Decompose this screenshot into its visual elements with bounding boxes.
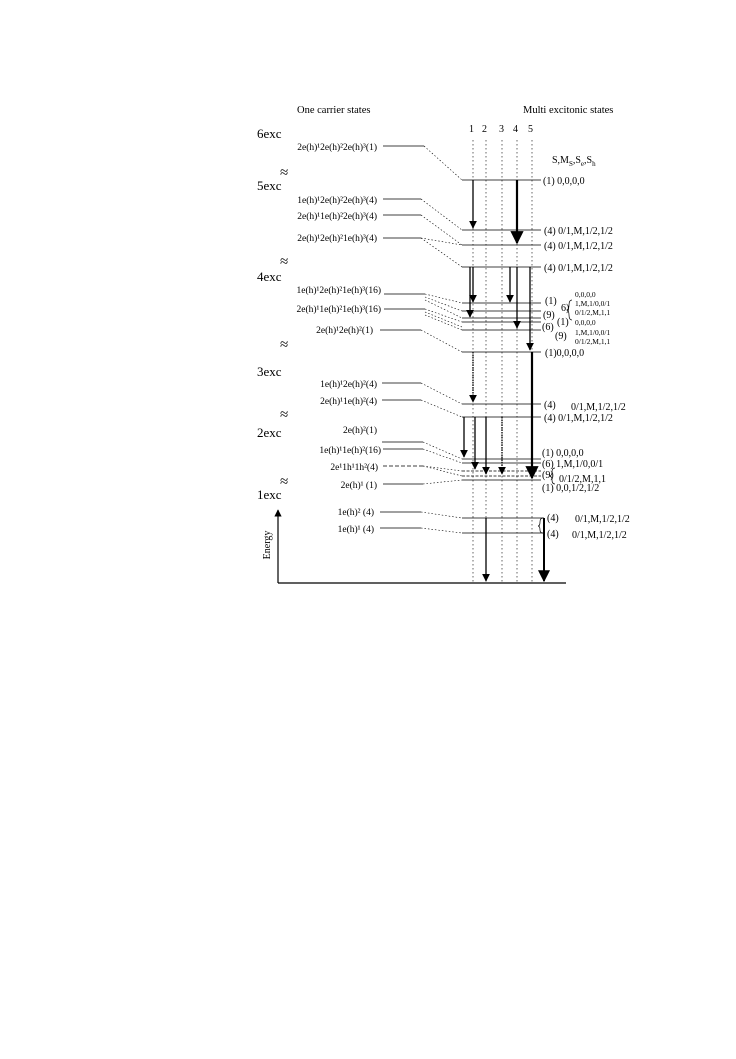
axis-break-1: ≈	[280, 165, 289, 181]
multi-excitonic-state-labels	[542, 176, 630, 541]
multi-excitonic-states-header: Multi excitonic states	[523, 105, 614, 116]
multi-exc-label: (4) 0/1,M,1/2,1/2	[544, 413, 613, 424]
multi-exc-label: (4)	[547, 513, 559, 524]
multi-exc-label: (1) 0,0,1/2,1/2	[542, 483, 600, 494]
multi-exc-label: (6)	[542, 322, 554, 333]
one-carrier-state-label: 2e(h)¹1e(h)²2e(h)³(4)	[297, 212, 377, 222]
one-carrier-state-label: 2e(h)¹ (1)	[340, 481, 377, 491]
one-carrier-state-label: 2e¹1h¹1h²(4)	[330, 463, 378, 473]
multi-exc-label: (4) 0/1,M,1/2,1/2	[544, 226, 613, 237]
correlation-lines	[421, 146, 462, 533]
group-1exc: 1exc	[257, 487, 282, 502]
multi-exc-label: 1,M,1/0,0/1	[575, 328, 611, 337]
group-5exc: 5exc	[257, 178, 282, 193]
group-3exc: 3exc	[257, 364, 282, 379]
multi-exc-label: (1)	[557, 317, 569, 328]
one-carrier-state-label: 1e(h)² (4)	[337, 508, 374, 518]
multi-exc-label: (6) 1,M,1/0,0/1	[542, 459, 604, 470]
one-carrier-state-label: 1e(h)¹1e(h)²(16)	[319, 446, 381, 456]
column-number-4: 4	[513, 124, 518, 135]
multi-exc-label: (4)	[544, 400, 556, 411]
one-carrier-state-label: 1e(h)¹2e(h)²(4)	[320, 380, 377, 390]
multi-exc-label: 0,0,0,0	[575, 318, 596, 327]
multi-exc-label: 6)	[561, 303, 570, 314]
one-carrier-state-label: 2e(h)¹2e(h)²1e(h)³(4)	[297, 234, 377, 244]
multi-exc-label: (4) 0/1,M,1/2,1/2	[544, 241, 613, 252]
multi-exc-label: (4)	[547, 529, 559, 540]
one-carrier-state-label: 2e(h)¹2e(h)²2e(h)³(1)	[297, 143, 377, 153]
multi-exc-label: 1,M,1/0,0/1	[575, 299, 611, 308]
axis-break-5: ≈	[280, 474, 289, 490]
group-6exc: 6exc	[257, 126, 282, 141]
column-number-1: 1	[469, 124, 474, 135]
group-4exc: 4exc	[257, 269, 282, 284]
energy-axis	[278, 510, 566, 583]
multi-exc-label: 0/1/2,M,1,1	[575, 337, 611, 346]
multi-exc-label: (1)0,0,0,0	[545, 348, 585, 359]
axis-break-2: ≈	[280, 254, 289, 270]
one-carrier-states-header: One carrier states	[297, 105, 371, 116]
multi-exc-label: 0/1,M,1/2,1/2	[572, 530, 627, 541]
one-carrier-state-label: 2e(h)¹1e(h)²1e(h)³(16)	[296, 305, 381, 315]
column-guides	[473, 140, 532, 583]
one-carrier-state-label: 2e(h)¹1e(h)²(4)	[320, 397, 377, 407]
one-carrier-level-lines	[380, 146, 425, 528]
multi-exc-label: 0/1,M,1/2,1/2	[575, 514, 630, 525]
one-carrier-state-labels	[296, 142, 381, 535]
one-carrier-state-label: 2e(h)¹2e(h)²(1)	[316, 326, 373, 336]
multi-exc-label: (4) 0/1,M,1/2,1/2	[544, 263, 613, 274]
column-number-2: 2	[482, 124, 487, 135]
multi-exc-label: (9)	[555, 331, 567, 342]
column-number-5: 5	[528, 124, 533, 135]
one-carrier-state-label: 1e(h)¹2e(h)²2e(h)³(4)	[297, 196, 377, 206]
multi-exc-label: (1)	[545, 296, 557, 307]
one-carrier-state-label: 1e(h)¹2e(h)²1e(h)³(16)	[296, 286, 381, 296]
multi-exc-label: 0,0,0,0	[575, 290, 596, 299]
one-carrier-state-label: 2e(h)²(1)	[343, 426, 377, 436]
energy-axis-label: Energy	[262, 530, 273, 560]
multi-exc-label: (1) 0,0,0,0	[542, 448, 584, 459]
axis-break-3: ≈	[280, 337, 289, 353]
column-number-3: 3	[499, 124, 504, 135]
multi-exc-label: 0/1/2,M,1,1	[575, 308, 611, 317]
multi-exc-label: (9)	[543, 310, 555, 321]
multi-exc-label: (9)	[542, 470, 554, 481]
multi-exc-label: 0/1/2,M,1,1	[559, 474, 606, 485]
quantum-numbers-header: $S,M_S,S_e,S_h$	[552, 155, 596, 168]
multi-exc-label: 0/1,M,1/2,1/2	[571, 402, 626, 413]
axis-break-4: ≈	[280, 407, 289, 423]
group-2exc: 2exc	[257, 425, 282, 440]
one-carrier-state-label: 1e(h)¹ (4)	[337, 525, 374, 535]
multi-exc-label: (1) 0,0,0,0	[543, 176, 585, 187]
